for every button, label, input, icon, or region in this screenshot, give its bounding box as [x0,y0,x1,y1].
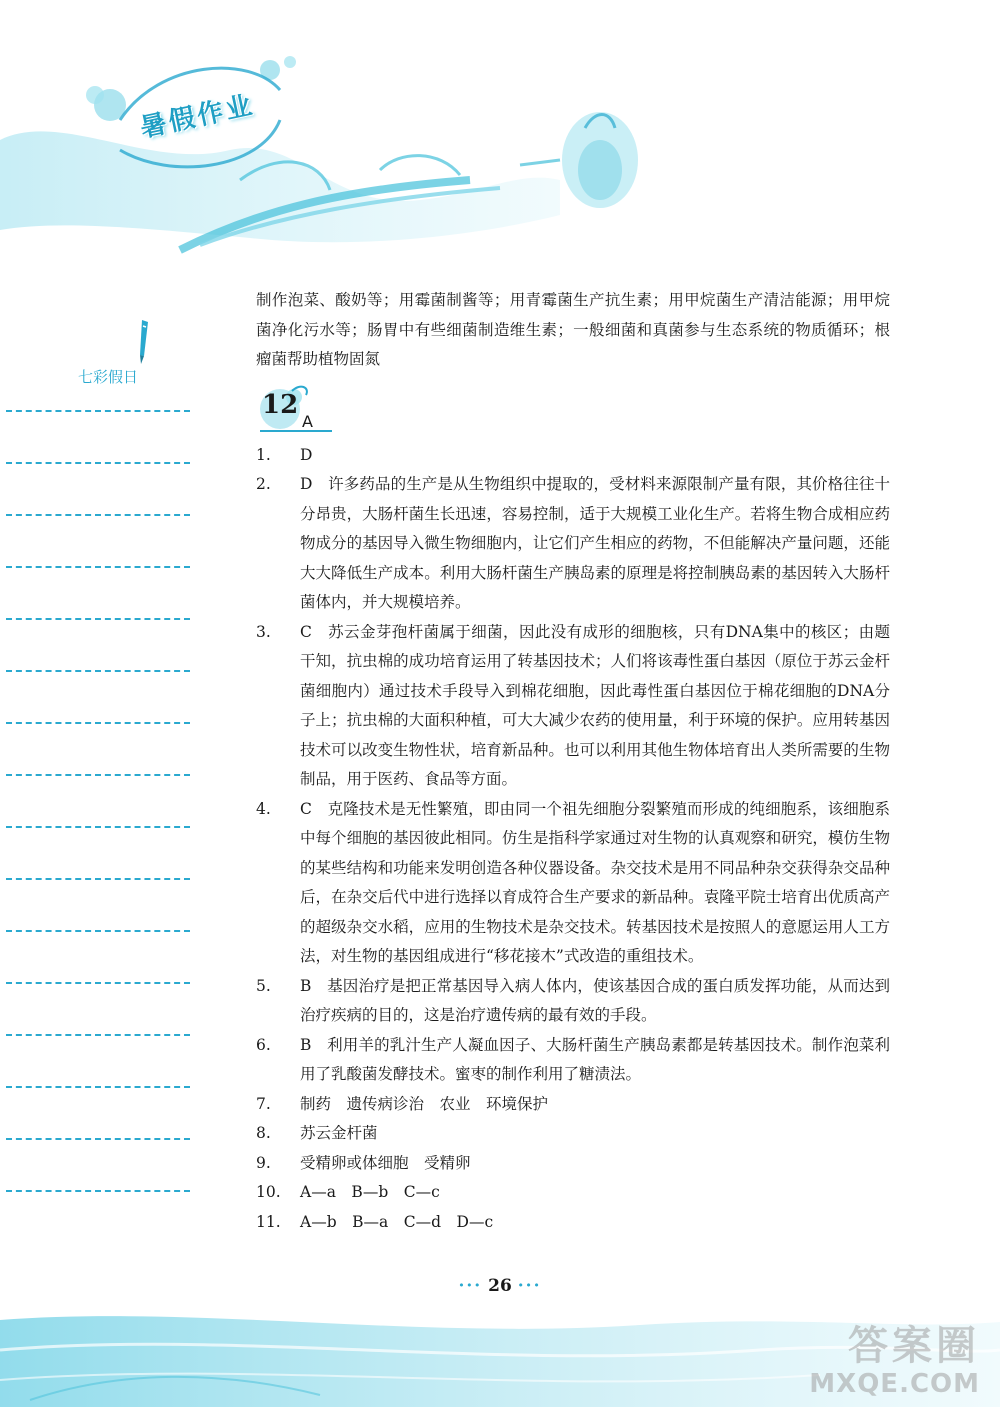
note-line [6,826,190,828]
note-line [6,982,190,984]
note-line [6,618,190,620]
note-line [6,566,190,568]
note-line [6,1138,190,1140]
watermark-en: MXQE.COM [809,1369,980,1399]
page-dots-left: ··· [458,1276,483,1296]
item-number: 9. [256,1153,271,1172]
intro-paragraph: 制作泡菜、酸奶等；用霉菌制酱等；用青霉菌生产抗生素；用甲烷菌生产清洁能源；用甲烷菌净化污水等；肠胃中有些细菌制造维生素；一般细菌和真菌参与生态系统的物质循环；根瘤菌帮助植物固氮 [256,291,890,368]
item-number: 11. [256,1212,281,1231]
item-number: 7. [256,1094,271,1113]
item-number: 3. [256,622,271,641]
item-number: 2. [256,475,271,493]
item-text: B 利用羊的乳汁生产人凝血因子、大肠杆菌生产胰岛素都是转基因技术。制作泡菜利用了乳酸菌发酵技术。蜜枣的制作利用了糖渍法。 [300,1035,890,1083]
item-number: 6. [256,1035,271,1054]
sidebar-label: 七彩假日 [78,368,139,386]
list-item [256,470,890,618]
note-line [6,1086,190,1088]
list-item [256,972,890,1031]
item-number: 5. [256,976,271,995]
page-number-value: 26 [488,1276,512,1296]
section-badge [256,383,890,437]
watermark [809,1323,980,1399]
item-text: C 苏云金芽孢杆菌属于细菌，因此没有成形的细胞核，只有DNA集中的核区；由题干知，抗虫棉的成功培育运用了转基因技术；人们将该毒性蛋白基因（原位于苏云金杆菌细胞内）通过技术手段导入到棉花细胞，因此毒性蛋白基因位于棉花细胞的DNA分子上；抗虫棉的大面积种植，可大大减少农药的使用量，利于环境的保护。应用转基因技术可以改变生物性状，培育新品种。也可以利用其他生物体培育出人类所需要的生物制品，用于医药、食品等方面。 [300,622,890,788]
note-line [6,410,190,412]
list-item [256,1178,890,1208]
item-number: 8. [256,1124,271,1142]
note-line [6,670,190,672]
item-text: A—b B—a C—d D—c [300,1212,494,1231]
page-number [0,1276,1000,1296]
note-line [6,722,190,724]
list-item [256,1090,890,1120]
list-item [256,1149,890,1179]
item-text: A—a B—b C—c [300,1183,440,1201]
section-letter: A [302,411,313,431]
item-number: 4. [256,799,271,818]
note-line [6,878,190,880]
list-item [256,1031,890,1090]
list-item [256,441,890,471]
page-dots-right: ··· [517,1276,542,1296]
note-line [6,514,190,516]
sidebar [0,310,200,1210]
item-text: 苏云金杆菌 [300,1124,378,1142]
watermark-cn: 答案圈 [848,1323,980,1369]
list-item [256,618,890,795]
brand-title: 暑假作业 [137,89,258,144]
item-number: 1. [256,445,271,464]
item-text: 受精卵或体细胞 受精卵 [300,1153,471,1172]
item-text: D 许多药品的生产是从生物组织中提取的，受材料来源限制产量有限，其价格往往十分昂贵，大肠杆菌生长迅速，容易控制，适于大规模工业化生产。若将生物合成相应药物成分的基因导入微生物细胞内，让它们产生相应的药物，不但能解决产量问题，还能大大降低生产成本。利用大肠杆菌生产胰岛素的原理是将控制胰岛素的基因转入大肠杆菌体内，并大规模培养。 [300,475,890,611]
item-text: C 克隆技术是无性繁殖，即由同一个祖先细胞分裂繁殖而形成的纯细胞系，该细胞系中每个细胞的基因彼此相同。仿生是指科学家通过对生物的认真观察和研究，模仿生物的某些结构和功能来发明创造各种仪器设备。杂交技术是用不同品种杂交获得杂交品种后，在杂交后代中进行选择以育成符合生产要求的新品种。袁隆平院士培育出优质高产的超级杂交水稻，应用的生物技术是杂交技术。转基因技术是按照人的意愿运用人工方法，对生物的基因组成进行“移花接木”式改造的重组技术。 [300,799,890,965]
note-line [6,1034,190,1036]
note-line [6,462,190,464]
pen-icon [134,318,154,368]
item-text: 制药 遗传病诊治 农业 环境保护 [300,1094,549,1113]
item-text: B 基因治疗是把正常基因导入病人体内，使该基因合成的蛋白质发挥功能，从而达到治疗疾病的目的，这是治疗遗传病的最有效的手段。 [300,976,890,1024]
section-number: 12 [262,389,299,420]
item-text: D [300,445,313,464]
list-item [256,795,890,972]
note-line [6,930,190,932]
list-item [256,1119,890,1149]
item-number: 10. [256,1183,281,1201]
answer-content [256,286,890,1237]
list-item [256,1208,890,1238]
note-line [6,1190,190,1192]
note-line [6,774,190,776]
